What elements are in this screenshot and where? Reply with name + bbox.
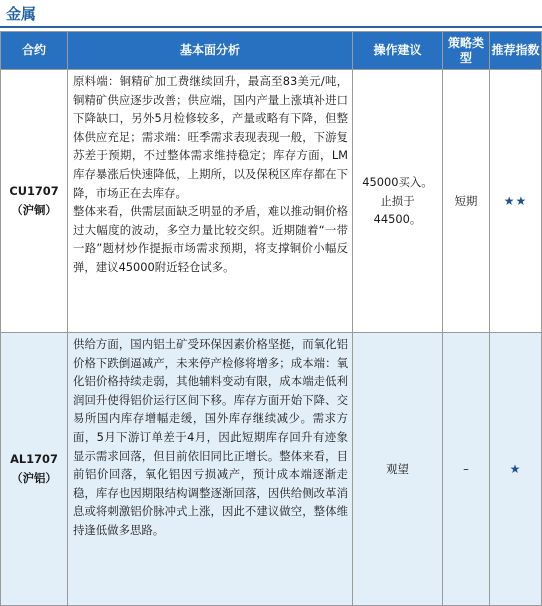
advice-line: 45000买入。 [362,175,433,190]
analysis-paragraph: 供给方面，国内铝土矿受环保因素价格坚挺，而氧化铝价格下跌倒逼减产，未来停产检修将增多；成本端：氧化铝价格持续走弱，其他辅料变动有限，成本端走低利润回升使得铝价运行区间下移。库存方面开始下降、交易所国内库存增幅走缓，国外库存继续减少。需求方面，5月下游订单差于4月，因此短期库存回升有迹象显示需求回落，但目前依旧同比正增长。整体来看，目前铝价回落，氧化铝因亏损减产，预计成本端逐渐走稳，库存也因期限结构调整逐渐回落，因供给侧改革消息或将刺激铝价脉冲式上涨，因此不建议做空，整体维持逢低做多思路。 [73,337,348,537]
table-row [1,333,542,606]
star-rating-icon: ★ [509,461,522,476]
header-operation-advice: 操作建议 [353,32,443,70]
header-contract: 合约 [1,32,68,70]
analysis-paragraph: 原料端：铜精矿加工费继续回升，最高至83美元/吨，铜精矿供应逐步改善；供应端，国内产量上涨填补进口下降缺口，另外5月检修较多，产量或略有下降，但整体供应充足；需求端：旺季需求表现表现一般，下游复苏差于预期，不过整体需求维持稳定；库存方面，LM库存暴涨后快速降低，上期所，以及保税区库存都在下降，市场正在去库存。 [73,74,348,200]
advice-line: 止损于 [380,193,415,208]
contract-code: AL1707 [10,452,58,467]
contract-name: （沪铜） [11,203,57,217]
contract-name: （沪铝） [11,471,57,485]
analysis-paragraph: 整体来看，供需层面缺乏明显的矛盾，难以推动铜价格过大幅度的波动，多空力量比较交织。近期随着“一带一路”题材炒作提振市场需求预期，将支撑铜价小幅反弹，建议45000附近轻仓试多。 [73,204,348,274]
header-rating: 推荐指数 [490,32,542,70]
rating-cell [490,70,542,333]
header-strategy-type: 策略类型 [443,32,490,70]
contract-cell [1,70,68,333]
table-header-row [1,32,542,70]
star-rating-icon: ★★ [503,193,528,208]
advice-cell [353,70,443,333]
rating-cell [490,333,542,606]
advice-line: 观望 [386,461,409,476]
header-fundamental-analysis: 基本面分析 [68,32,353,70]
advice-line: 44500。 [373,212,422,227]
contract-code: CU1707 [9,184,59,199]
table-row [1,70,542,333]
title-divider [0,26,542,28]
advice-cell [353,333,443,606]
strategy-table [0,31,542,606]
strategy-cell: 短期 [443,70,490,333]
section-title: 金属 [6,5,37,23]
analysis-cell [68,333,353,606]
strategy-cell: – [443,333,490,606]
contract-cell [1,333,68,606]
analysis-cell [68,70,353,333]
